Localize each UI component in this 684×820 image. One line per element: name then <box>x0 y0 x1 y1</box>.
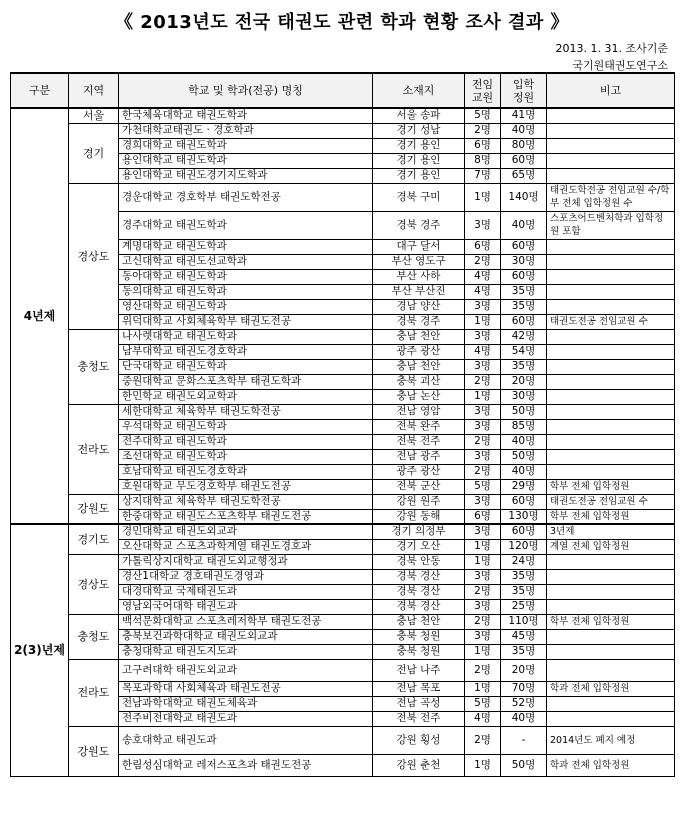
faculty-count: 3명 <box>465 299 501 314</box>
note <box>547 389 675 404</box>
faculty-count: 3명 <box>465 524 501 539</box>
school-name: 전남과학대학교 태권도체육과 <box>119 696 373 711</box>
school-name: 한국체육대학교 태권도학과 <box>119 108 373 123</box>
admission-quota: 110명 <box>501 614 547 629</box>
school-name: 경민대학교 태권도외교과 <box>119 524 373 539</box>
faculty-count: 3명 <box>465 494 501 509</box>
faculty-count: 2명 <box>465 614 501 629</box>
note: 태권도전공 전임교원 수 <box>547 314 675 329</box>
faculty-count: 3명 <box>465 599 501 614</box>
category-cell: 2(3)년제 <box>11 524 69 776</box>
faculty-count: 2명 <box>465 254 501 269</box>
location: 강원 춘천 <box>373 754 465 776</box>
location: 경기 의정부 <box>373 524 465 539</box>
location: 경기 용인 <box>373 168 465 183</box>
note <box>547 359 675 374</box>
admission-quota: 35명 <box>501 569 547 584</box>
faculty-count: 4명 <box>465 344 501 359</box>
table-row <box>11 123 675 138</box>
faculty-count: 6명 <box>465 138 501 153</box>
school-name: 고신대학교 태권도선교학과 <box>119 254 373 269</box>
header-note: 비고 <box>547 73 675 108</box>
note <box>547 696 675 711</box>
note <box>547 554 675 569</box>
faculty-count: 5명 <box>465 108 501 123</box>
school-name: 가톨릭상지대학교 태권도외교행정과 <box>119 554 373 569</box>
school-name: 한림성심대학교 레저스포츠과 태권도전공 <box>119 754 373 776</box>
organization: 국기원태권도연구소 <box>572 59 668 72</box>
admission-quota: 40명 <box>501 464 547 479</box>
faculty-count: 1명 <box>465 183 501 211</box>
admission-quota: 50명 <box>501 404 547 419</box>
note: 태권도전공 전임교원 수 <box>547 494 675 509</box>
note: 스포츠어드벤처학과 입학정원 포함 <box>547 211 675 239</box>
faculty-count: 2명 <box>465 464 501 479</box>
location: 부산 영도구 <box>373 254 465 269</box>
school-name: 영남외국어대학 태권도과 <box>119 599 373 614</box>
faculty-count: 1명 <box>465 644 501 659</box>
location: 전남 광주 <box>373 449 465 464</box>
faculty-count: 1명 <box>465 389 501 404</box>
admission-quota: 30명 <box>501 254 547 269</box>
note <box>547 123 675 138</box>
school-name: 백석문화대학교 스포츠레저학부 태권도전공 <box>119 614 373 629</box>
location: 부산 사하 <box>373 269 465 284</box>
faculty-count: 3명 <box>465 449 501 464</box>
location: 광주 광산 <box>373 464 465 479</box>
region-cell: 경기 <box>69 123 119 183</box>
location: 충북 괴산 <box>373 374 465 389</box>
school-name: 호남대학교 태권도경호학과 <box>119 464 373 479</box>
faculty-count: 7명 <box>465 168 501 183</box>
note <box>547 434 675 449</box>
admission-quota: 70명 <box>501 681 547 696</box>
region-cell: 서울 <box>69 108 119 123</box>
note: 학부 전체 입학정원 <box>547 509 675 524</box>
faculty-count: 4명 <box>465 711 501 726</box>
school-name: 충북보건과학대학교 태권도외교과 <box>119 629 373 644</box>
admission-quota: 25명 <box>501 599 547 614</box>
school-name: 고구려대학 태권도외교과 <box>119 659 373 681</box>
region-cell: 경상도 <box>69 554 119 614</box>
faculty-count: 8명 <box>465 153 501 168</box>
note <box>547 584 675 599</box>
admission-quota: 60명 <box>501 153 547 168</box>
admission-quota: 54명 <box>501 344 547 359</box>
note <box>547 569 675 584</box>
table-row <box>11 524 675 539</box>
survey-date: 2013. 1. 31. 조사기준 <box>555 42 668 55</box>
location: 충남 천안 <box>373 614 465 629</box>
admission-quota: 60명 <box>501 239 547 254</box>
admission-quota: 80명 <box>501 138 547 153</box>
admission-quota: 35명 <box>501 299 547 314</box>
school-name: 나사렛대학교 태권도학과 <box>119 329 373 344</box>
note: 계열 전체 입학정원 <box>547 539 675 554</box>
admission-quota: 41명 <box>501 108 547 123</box>
school-name: 한중대학교 태권도스포츠학부 태권도전공 <box>119 509 373 524</box>
school-name: 호원대학교 무도경호학부 태권도전공 <box>119 479 373 494</box>
note <box>547 449 675 464</box>
table-row <box>11 659 675 681</box>
location: 경북 경주 <box>373 211 465 239</box>
note <box>547 254 675 269</box>
header-category: 구분 <box>11 73 69 108</box>
region-cell: 경상도 <box>69 183 119 329</box>
table-row <box>11 404 675 419</box>
admission-quota: 35명 <box>501 359 547 374</box>
school-name: 동의대학교 태권도학과 <box>119 284 373 299</box>
faculty-count: 4명 <box>465 284 501 299</box>
location: 충남 천안 <box>373 359 465 374</box>
faculty-count: 3명 <box>465 419 501 434</box>
note: 2014년도 폐지 예정 <box>547 726 675 754</box>
location: 강원 원주 <box>373 494 465 509</box>
note <box>547 269 675 284</box>
note <box>547 108 675 123</box>
faculty-count: 2명 <box>465 434 501 449</box>
department-table <box>10 72 675 777</box>
header-location: 소재지 <box>373 73 465 108</box>
admission-quota: 50명 <box>501 449 547 464</box>
note <box>547 711 675 726</box>
location: 경남 양산 <box>373 299 465 314</box>
table-row <box>11 329 675 344</box>
faculty-count: 3명 <box>465 329 501 344</box>
location: 강원 동해 <box>373 509 465 524</box>
school-name: 우석대학교 태권도학과 <box>119 419 373 434</box>
school-name: 전주비전대학교 태권도과 <box>119 711 373 726</box>
admission-quota: 35명 <box>501 644 547 659</box>
note <box>547 599 675 614</box>
admission-quota: 35명 <box>501 584 547 599</box>
admission-quota: 60명 <box>501 524 547 539</box>
location: 충남 논산 <box>373 389 465 404</box>
faculty-count: 6명 <box>465 509 501 524</box>
faculty-count: 1명 <box>465 681 501 696</box>
admission-quota: 60명 <box>501 314 547 329</box>
location: 경기 성남 <box>373 123 465 138</box>
faculty-count: 3명 <box>465 404 501 419</box>
school-name: 경희대학교 태권도학과 <box>119 138 373 153</box>
faculty-count: 1명 <box>465 314 501 329</box>
location: 전남 영암 <box>373 404 465 419</box>
location: 강원 횡성 <box>373 726 465 754</box>
location: 전북 전주 <box>373 711 465 726</box>
school-name: 한민학교 태권도외교학과 <box>119 389 373 404</box>
faculty-count: 2명 <box>465 584 501 599</box>
header-faculty: 전임 교원 <box>465 73 501 108</box>
region-cell: 강원도 <box>69 494 119 524</box>
category-cell: 4년제 <box>11 108 69 524</box>
location: 충남 천안 <box>373 329 465 344</box>
school-name: 전주대학교 태권도학과 <box>119 434 373 449</box>
admission-quota: 45명 <box>501 629 547 644</box>
school-name: 세한대학교 체육학부 태권도학전공 <box>119 404 373 419</box>
school-name: 계명대학교 태권도학과 <box>119 239 373 254</box>
school-name: 충청대학교 태권도지도과 <box>119 644 373 659</box>
school-name: 단국대학교 태권도학과 <box>119 359 373 374</box>
note: 학부 전체 입학정원 <box>547 479 675 494</box>
admission-quota: 24명 <box>501 554 547 569</box>
faculty-count: 6명 <box>465 239 501 254</box>
admission-quota: 65명 <box>501 168 547 183</box>
location: 전북 전주 <box>373 434 465 449</box>
school-name: 용인대학교 태권도학과 <box>119 153 373 168</box>
faculty-count: 2명 <box>465 659 501 681</box>
table-row <box>11 554 675 569</box>
note <box>547 329 675 344</box>
location: 대구 달서 <box>373 239 465 254</box>
faculty-count: 1명 <box>465 539 501 554</box>
admission-quota: 42명 <box>501 329 547 344</box>
location: 경기 용인 <box>373 138 465 153</box>
location: 경북 경산 <box>373 584 465 599</box>
faculty-count: 4명 <box>465 269 501 284</box>
faculty-count: 2명 <box>465 726 501 754</box>
note: 태권도학전공 전임교원 수/학부 전체 입학정원 수 <box>547 183 675 211</box>
faculty-count: 3명 <box>465 211 501 239</box>
location: 전북 완주 <box>373 419 465 434</box>
note <box>547 153 675 168</box>
note <box>547 239 675 254</box>
school-name: 가천대학교태권도 · 경호학과 <box>119 123 373 138</box>
header-school: 학교 및 학과(전공) 명칭 <box>119 73 373 108</box>
school-name: 대경대학교 국제태권도과 <box>119 584 373 599</box>
school-name: 용인대학교 태권도경기지도학과 <box>119 168 373 183</box>
note: 학과 전체 입학정원 <box>547 754 675 776</box>
admission-quota: - <box>501 726 547 754</box>
header-region: 지역 <box>69 73 119 108</box>
note <box>547 419 675 434</box>
admission-quota: 85명 <box>501 419 547 434</box>
faculty-count: 2명 <box>465 123 501 138</box>
faculty-count: 5명 <box>465 479 501 494</box>
table-row <box>11 614 675 629</box>
admission-quota: 20명 <box>501 659 547 681</box>
admission-quota: 60명 <box>501 269 547 284</box>
table-row <box>11 108 675 123</box>
location: 전남 나주 <box>373 659 465 681</box>
admission-quota: 40명 <box>501 123 547 138</box>
location: 전남 목포 <box>373 681 465 696</box>
school-name: 상지대학교 체육학부 태권도학전공 <box>119 494 373 509</box>
admission-quota: 60명 <box>501 494 547 509</box>
note <box>547 644 675 659</box>
admission-quota: 29명 <box>501 479 547 494</box>
region-cell: 강원도 <box>69 726 119 776</box>
note <box>547 464 675 479</box>
region-cell: 전라도 <box>69 404 119 494</box>
school-name: 송호대학교 태권도과 <box>119 726 373 754</box>
school-name: 경운대학교 경호학부 태권도학전공 <box>119 183 373 211</box>
location: 충북 청원 <box>373 629 465 644</box>
table-body <box>11 108 675 776</box>
location: 전북 군산 <box>373 479 465 494</box>
faculty-count: 2명 <box>465 374 501 389</box>
location: 충북 청원 <box>373 644 465 659</box>
admission-quota: 20명 <box>501 374 547 389</box>
table-row <box>11 726 675 754</box>
note <box>547 344 675 359</box>
table-row <box>11 494 675 509</box>
admission-quota: 40명 <box>501 434 547 449</box>
school-name: 오산대학교 스포츠과학계열 태권도경호과 <box>119 539 373 554</box>
region-cell: 전라도 <box>69 659 119 726</box>
school-name: 영산대학교 태권도학과 <box>119 299 373 314</box>
region-cell: 경기도 <box>69 524 119 554</box>
school-name: 목포과학대 사회체육과 태권도전공 <box>119 681 373 696</box>
school-name: 동아대학교 태권도학과 <box>119 269 373 284</box>
faculty-count: 3명 <box>465 629 501 644</box>
location: 경북 경산 <box>373 569 465 584</box>
note <box>547 659 675 681</box>
note <box>547 284 675 299</box>
admission-quota: 40명 <box>501 711 547 726</box>
note: 3년제 <box>547 524 675 539</box>
school-name: 중원대학교 문화스포츠학부 태권도학과 <box>119 374 373 389</box>
note: 학부 전체 입학정원 <box>547 614 675 629</box>
admission-quota: 50명 <box>501 754 547 776</box>
location: 경기 오산 <box>373 539 465 554</box>
location: 전남 곡성 <box>373 696 465 711</box>
school-name: 위덕대학교 사회체육학부 태권도전공 <box>119 314 373 329</box>
admission-quota: 120명 <box>501 539 547 554</box>
admission-quota: 35명 <box>501 284 547 299</box>
note <box>547 168 675 183</box>
school-name: 남부대학교 태권도경호학과 <box>119 344 373 359</box>
location: 경북 경주 <box>373 314 465 329</box>
location: 광주 광산 <box>373 344 465 359</box>
location: 서울 송파 <box>373 108 465 123</box>
admission-quota: 40명 <box>501 211 547 239</box>
note <box>547 299 675 314</box>
school-name: 조선대학교 태권도학과 <box>119 449 373 464</box>
faculty-count: 1명 <box>465 754 501 776</box>
page-title: 《 2013년도 전국 태권도 관련 학과 현황 조사 결과 》 <box>114 12 570 33</box>
location: 경북 경산 <box>373 599 465 614</box>
admission-quota: 30명 <box>501 389 547 404</box>
location: 부산 부산진 <box>373 284 465 299</box>
faculty-count: 1명 <box>465 554 501 569</box>
admission-quota: 140명 <box>501 183 547 211</box>
school-name: 경산1대학교 경호태권도경영과 <box>119 569 373 584</box>
faculty-count: 3명 <box>465 359 501 374</box>
note <box>547 404 675 419</box>
admission-quota: 52명 <box>501 696 547 711</box>
school-name: 경주대학교 태권도학과 <box>119 211 373 239</box>
note: 학과 전체 입학정원 <box>547 681 675 696</box>
location: 경기 용인 <box>373 153 465 168</box>
region-cell: 충청도 <box>69 329 119 404</box>
admission-quota: 130명 <box>501 509 547 524</box>
faculty-count: 5명 <box>465 696 501 711</box>
note <box>547 629 675 644</box>
note <box>547 138 675 153</box>
faculty-count: 3명 <box>465 569 501 584</box>
note <box>547 374 675 389</box>
table-row <box>11 183 675 211</box>
region-cell: 충청도 <box>69 614 119 659</box>
location: 경북 구미 <box>373 183 465 211</box>
header-quota: 입학 정원 <box>501 73 547 108</box>
location: 경북 안동 <box>373 554 465 569</box>
